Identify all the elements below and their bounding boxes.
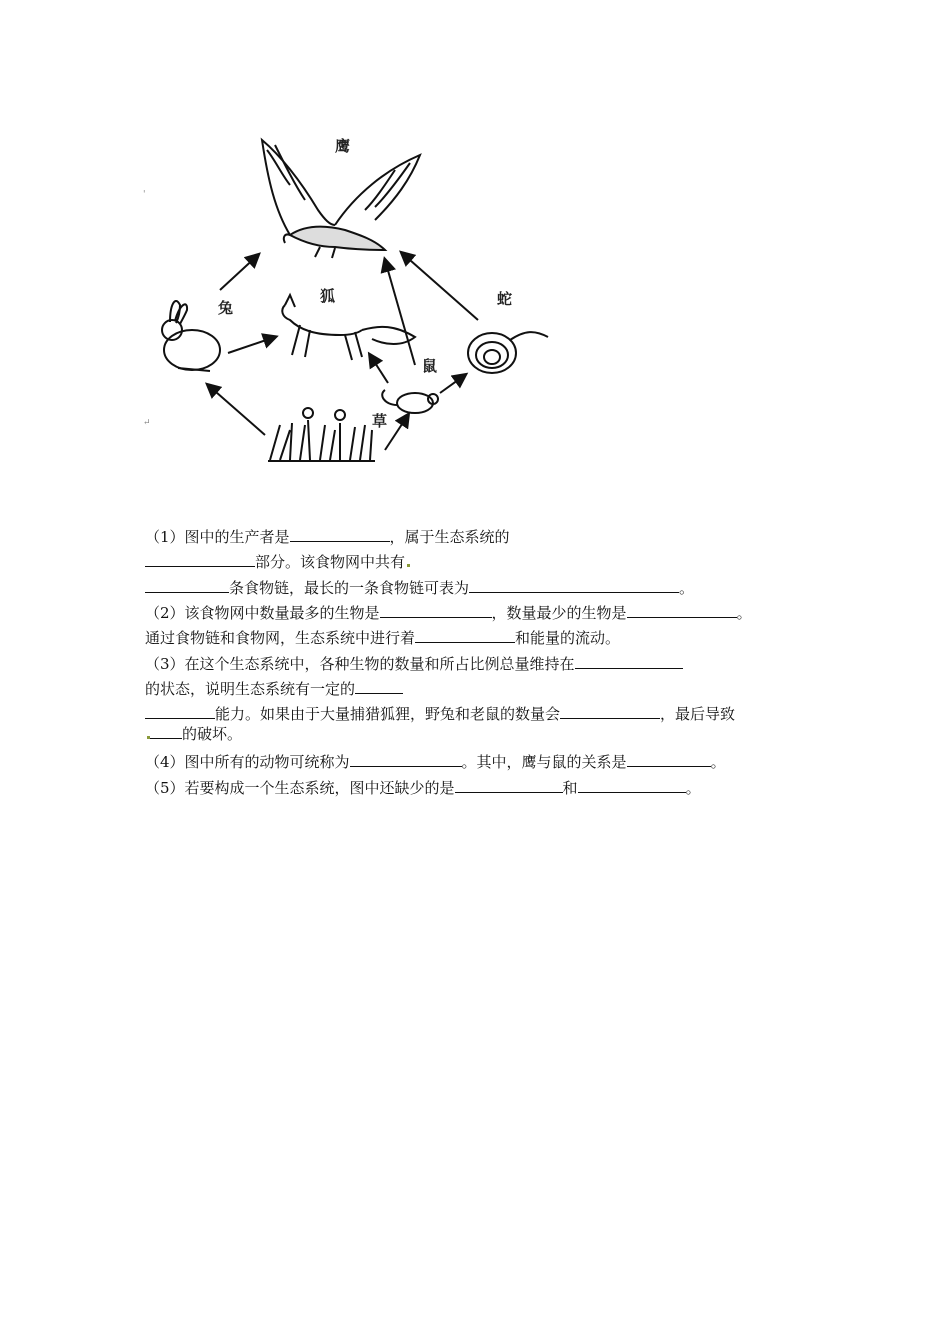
green-dot-mark	[407, 564, 410, 567]
q1-producer-blank[interactable]	[290, 525, 390, 542]
mouse-drawing	[382, 390, 438, 413]
arrow-rabbit-to-eagle	[220, 255, 258, 290]
q4-relation-blank[interactable]	[627, 750, 711, 767]
question-1-line-2	[145, 550, 410, 572]
eagle-label: 鹰	[335, 137, 351, 155]
q2-text-b: ，数量最少的生物是	[491, 604, 627, 622]
q5-text-b: 和	[562, 779, 578, 797]
q1-chain-count-blank[interactable]	[145, 576, 229, 593]
q3-change-blank[interactable]	[560, 702, 660, 719]
arrow-rabbit-to-fox	[228, 337, 275, 353]
q4-animals-blank[interactable]	[350, 750, 462, 767]
q1-text-c: 部分。该食物网中共有	[255, 553, 406, 571]
q3-ability-blank-a[interactable]	[355, 677, 403, 694]
q3-text-b: 的状态，说明生态系统有一定的	[145, 680, 356, 698]
q3-ability-blank-b[interactable]	[145, 702, 215, 719]
q1-text-a: （1）图中的生产者是	[145, 528, 290, 546]
q2-text-e: 和能量的流动。	[515, 629, 621, 647]
question-3-line-4	[145, 722, 242, 744]
arrow-snake-to-eagle	[402, 253, 478, 320]
question-5-line	[145, 776, 701, 798]
question-1-line-3	[145, 576, 694, 598]
q3-damage-blank[interactable]	[150, 722, 182, 739]
q2-flow-blank[interactable]	[415, 626, 515, 643]
fox-label: 狐	[320, 287, 336, 305]
food-web-diagram	[140, 125, 560, 470]
q1-component-blank[interactable]	[145, 550, 255, 567]
q3-text-c: 能力。如果由于大量捕猎狐狸，野兔和老鼠的数量会	[215, 705, 561, 723]
q2-least-blank[interactable]	[627, 601, 737, 618]
arrow-grass-to-rabbit	[208, 385, 265, 435]
question-3-line-2	[145, 677, 403, 699]
fox-drawing	[282, 295, 415, 360]
snake-drawing	[468, 332, 548, 373]
q3-text-e: 的破坏。	[182, 725, 243, 743]
question-4-line	[145, 750, 726, 772]
grass-drawing	[268, 408, 375, 461]
mouse-label: 鼠	[422, 357, 438, 375]
eagle-drawing	[262, 140, 420, 258]
rabbit-drawing	[162, 301, 220, 371]
margin-mark: '	[143, 190, 146, 200]
q5-missing-blank-b[interactable]	[578, 776, 686, 793]
question-2-line-1	[145, 601, 752, 623]
arrow-grass-to-mouse	[385, 415, 408, 450]
q2-text-c: 。	[736, 604, 752, 622]
question-2-line-2	[145, 626, 620, 648]
q4-text-a: （4）图中所有的动物可统称为	[145, 753, 350, 771]
q1-text-e: 。	[679, 579, 695, 597]
question-3-line-3	[145, 702, 735, 724]
q3-text-a: （3）在这个生态系统中，各种生物的数量和所占比例总量维持在	[145, 655, 575, 673]
question-1-line-1	[145, 525, 510, 547]
q5-text-a: （5）若要构成一个生态系统，图中还缺少的是	[145, 779, 455, 797]
question-3-line-1	[145, 652, 683, 674]
q2-text-d: 通过食物链和食物网，生态系统中进行着	[145, 629, 416, 647]
margin-mark: ↵	[143, 418, 151, 428]
q4-text-b: 。其中，鹰与鼠的关系是	[461, 753, 627, 771]
q1-text-d: 条食物链，最长的一条食物链可表为	[229, 579, 470, 597]
q3-text-d: ，最后导致	[660, 705, 736, 723]
q2-most-blank[interactable]	[380, 601, 492, 618]
rabbit-label: 兔	[218, 299, 234, 317]
q5-missing-blank-a[interactable]	[455, 776, 563, 793]
food-chain-arrows	[208, 253, 478, 450]
arrow-mouse-to-snake	[440, 375, 465, 393]
q3-state-blank[interactable]	[575, 652, 683, 669]
q4-text-c: 。	[710, 753, 726, 771]
q5-text-c: 。	[685, 779, 701, 797]
q1-longest-chain-blank[interactable]	[469, 576, 679, 593]
q2-text-a: （2）该食物网中数量最多的生物是	[145, 604, 380, 622]
snake-label: 蛇	[497, 290, 513, 308]
arrow-mouse-to-fox	[370, 355, 388, 383]
arrow-mouse-to-eagle	[385, 260, 415, 365]
q1-text-b: ，属于生态系统的	[389, 528, 510, 546]
grass-label: 草	[372, 412, 388, 430]
